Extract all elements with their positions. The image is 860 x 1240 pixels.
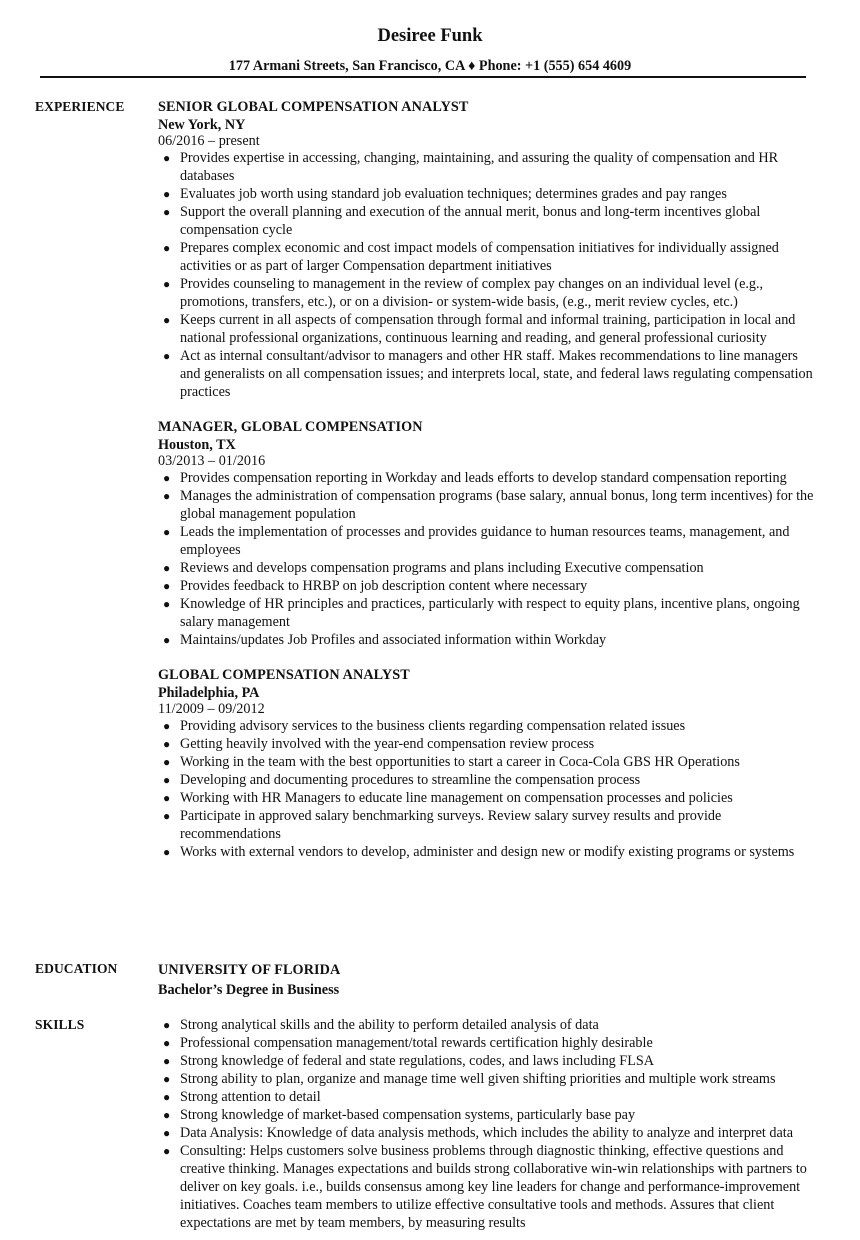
bullet-text: Reviews and develops compensation programs and plans including Executive compensation	[180, 560, 704, 576]
bullet-text: Getting heavily involved with the year-end compensation review process	[180, 736, 595, 752]
bullet-text: Provides feedback to HRBP on job description content where necessary	[180, 578, 588, 594]
section-label-skills: SKILLS	[35, 1017, 85, 1032]
skills-list	[158, 1016, 814, 1232]
bullet-icon: ●	[163, 489, 171, 503]
list-item	[158, 789, 814, 807]
bullet-text: Working with HR Managers to educate line management on compensation processes and policies	[180, 790, 733, 806]
list-item	[158, 311, 814, 347]
bullet-icon: ●	[163, 597, 171, 611]
bullet-text: Manages the administration of compensation programs (base salary, annual bonus, long term incentives) for the global management population	[180, 488, 814, 522]
list-item	[158, 1052, 814, 1070]
job-dates: 03/2013 – 01/2016	[158, 453, 266, 469]
bullet-icon: ●	[163, 737, 171, 751]
candidate-name: Desiree Funk	[377, 26, 483, 46]
list-item	[158, 239, 814, 275]
bullet-icon: ●	[163, 1090, 171, 1104]
skill-text: Strong knowledge of federal and state regulations, codes, and laws including FLSA	[180, 1053, 654, 1069]
bullet-icon: ●	[163, 773, 171, 787]
bullet-icon: ●	[163, 1126, 171, 1140]
list-item	[158, 631, 814, 649]
job-location: Houston, TX	[158, 437, 236, 453]
skill-text: Strong attention to detail	[180, 1089, 321, 1105]
bullet-icon: ●	[163, 1036, 171, 1050]
bullet-icon: ●	[163, 791, 171, 805]
list-item	[158, 523, 814, 559]
bullet-icon: ●	[163, 579, 171, 593]
list-item	[158, 753, 814, 771]
section-label-education: EDUCATION	[35, 961, 118, 976]
bullet-icon: ●	[163, 1144, 171, 1158]
job-title: MANAGER, GLOBAL COMPENSATION	[158, 419, 423, 435]
bullet-text: Providing advisory services to the business clients regarding compensation related issues	[180, 718, 686, 734]
bullet-icon: ●	[163, 151, 171, 165]
list-item	[158, 487, 814, 523]
job-title: GLOBAL COMPENSATION ANALYST	[158, 667, 410, 683]
job-bullets	[158, 717, 814, 861]
bullet-icon: ●	[163, 277, 171, 291]
bullet-text: Knowledge of HR principles and practices, particularly with respect to equity plans, incentive plans, ongoing salary management	[180, 596, 800, 630]
list-item	[158, 1106, 814, 1124]
list-item	[158, 1142, 814, 1232]
list-item	[158, 735, 814, 753]
skill-text: Strong knowledge of market-based compensation systems, particularly base pay	[180, 1107, 636, 1123]
degree-name: Bachelor’s Degree in Business	[158, 982, 340, 998]
job-entry	[158, 98, 814, 401]
header-divider	[40, 76, 806, 78]
bullet-text: Developing and documenting procedures to streamline the compensation process	[180, 772, 641, 788]
bullet-text: Provides counseling to management in the review of complex pay changes on an individual level (e.g., promotions, transfers, etc.), or on a division- or system-wide basis, (e.g., merit review cycles, etc.)	[180, 276, 764, 310]
list-item	[158, 1088, 814, 1106]
list-item	[158, 559, 814, 577]
bullet-icon: ●	[163, 809, 171, 823]
job-dates: 11/2009 – 09/2012	[158, 701, 265, 717]
bullet-icon: ●	[163, 349, 171, 363]
list-item	[158, 275, 814, 311]
list-item	[158, 347, 814, 401]
list-item	[158, 1016, 814, 1034]
bullet-text: Prepares complex economic and cost impact models of compensation initiatives for individually assigned activities or as part of larger Compensation department initiatives	[180, 240, 779, 274]
skill-text: Professional compensation management/total rewards certification highly desirable	[180, 1035, 653, 1051]
bullet-icon: ●	[163, 1018, 171, 1032]
bullet-text: Working in the team with the best opportunities to start a career in Coca-Cola GBS HR Operations	[180, 754, 740, 770]
list-item	[158, 203, 814, 239]
job-entry	[158, 666, 814, 861]
bullet-icon: ●	[163, 525, 171, 539]
bullet-icon: ●	[163, 205, 171, 219]
skill-text: Strong ability to plan, organize and manage time well given shifting priorities and multiple work streams	[180, 1071, 776, 1087]
list-item	[158, 717, 814, 735]
job-bullets	[158, 149, 814, 401]
bullet-icon: ●	[163, 845, 171, 859]
list-item	[158, 577, 814, 595]
list-item	[158, 469, 814, 487]
job-location: Philadelphia, PA	[158, 685, 260, 701]
bullet-icon: ●	[163, 561, 171, 575]
bullet-icon: ●	[163, 1054, 171, 1068]
bullet-icon: ●	[163, 313, 171, 327]
education-entry	[158, 960, 814, 1000]
skill-text: Consulting: Helps customers solve business problems through diagnostic thinking, effective questions and creative thinking. Manages expectations and builds strong collaborative win-win relationships with partners to deliver on key goals. i.e., builds consensus among key line leaders for change and performance-improvement initiatives. Coaches team members to utilize effective consultative tools and methods. Assures that client expectations are met by team members, by measuring results	[180, 1143, 807, 1231]
job-title: SENIOR GLOBAL COMPENSATION ANALYST	[158, 99, 469, 115]
list-item	[158, 1124, 814, 1142]
resume-header	[0, 0, 860, 75]
bullet-icon: ●	[163, 1108, 171, 1122]
list-item	[158, 1034, 814, 1052]
bullet-text: Provides expertise in accessing, changing, maintaining, and assuring the quality of compensation and HR databases	[180, 150, 779, 184]
list-item	[158, 1070, 814, 1088]
bullet-icon: ●	[163, 719, 171, 733]
bullet-icon: ●	[163, 471, 171, 485]
bullet-icon: ●	[163, 241, 171, 255]
bullet-text: Provides compensation reporting in Workday and leads efforts to develop standard compensation reporting	[180, 470, 787, 486]
bullet-text: Keeps current in all aspects of compensation through formal and informal training, participation in local and national professional organizations, continuous learning and reading, and general professional curiosity	[180, 312, 796, 346]
bullet-icon: ●	[163, 755, 171, 769]
skill-text: Data Analysis: Knowledge of data analysis methods, which includes the ability to analyze and interpret data	[180, 1125, 794, 1141]
skills-bullets	[158, 1016, 814, 1232]
bullet-text: Maintains/updates Job Profiles and associated information within Workday	[180, 632, 607, 648]
bullet-text: Leads the implementation of processes and provides guidance to human resources teams, management, and employees	[180, 524, 790, 558]
school-name: UNIVERSITY OF FLORIDA	[158, 962, 341, 978]
bullet-icon: ●	[163, 633, 171, 647]
experience-list	[158, 98, 814, 878]
bullet-text: Works with external vendors to develop, administer and design new or modify existing programs or systems	[180, 844, 795, 860]
bullet-icon: ●	[163, 187, 171, 201]
job-location: New York, NY	[158, 117, 246, 133]
bullet-text: Evaluates job worth using standard job evaluation techniques; determines grades and pay ranges	[180, 186, 727, 202]
list-item	[158, 807, 814, 843]
contact-line: 177 Armani Streets, San Francisco, CA ♦ Phone: +1 (555) 654 4609	[228, 58, 632, 74]
bullet-text: Support the overall planning and execution of the annual merit, bonus and long-term incentives global compensation cycle	[180, 204, 761, 238]
bullet-text: Participate in approved salary benchmarking surveys. Review salary survey results and provide recommendations	[180, 808, 722, 842]
list-item	[158, 185, 814, 203]
job-entry	[158, 418, 814, 649]
section-label-experience: EXPERIENCE	[35, 99, 125, 114]
job-dates: 06/2016 – present	[158, 133, 260, 149]
skill-text: Strong analytical skills and the ability to perform detailed analysis of data	[180, 1017, 599, 1033]
list-item	[158, 843, 814, 861]
bullet-text: Act as internal consultant/advisor to managers and other HR staff. Makes recommendations to line managers and generalists on all compensation issues; and interprets local, state, and federal laws regulating compensation practices	[180, 348, 813, 400]
list-item	[158, 595, 814, 631]
list-item	[158, 149, 814, 185]
job-bullets	[158, 469, 814, 649]
list-item	[158, 771, 814, 789]
bullet-icon: ●	[163, 1072, 171, 1086]
